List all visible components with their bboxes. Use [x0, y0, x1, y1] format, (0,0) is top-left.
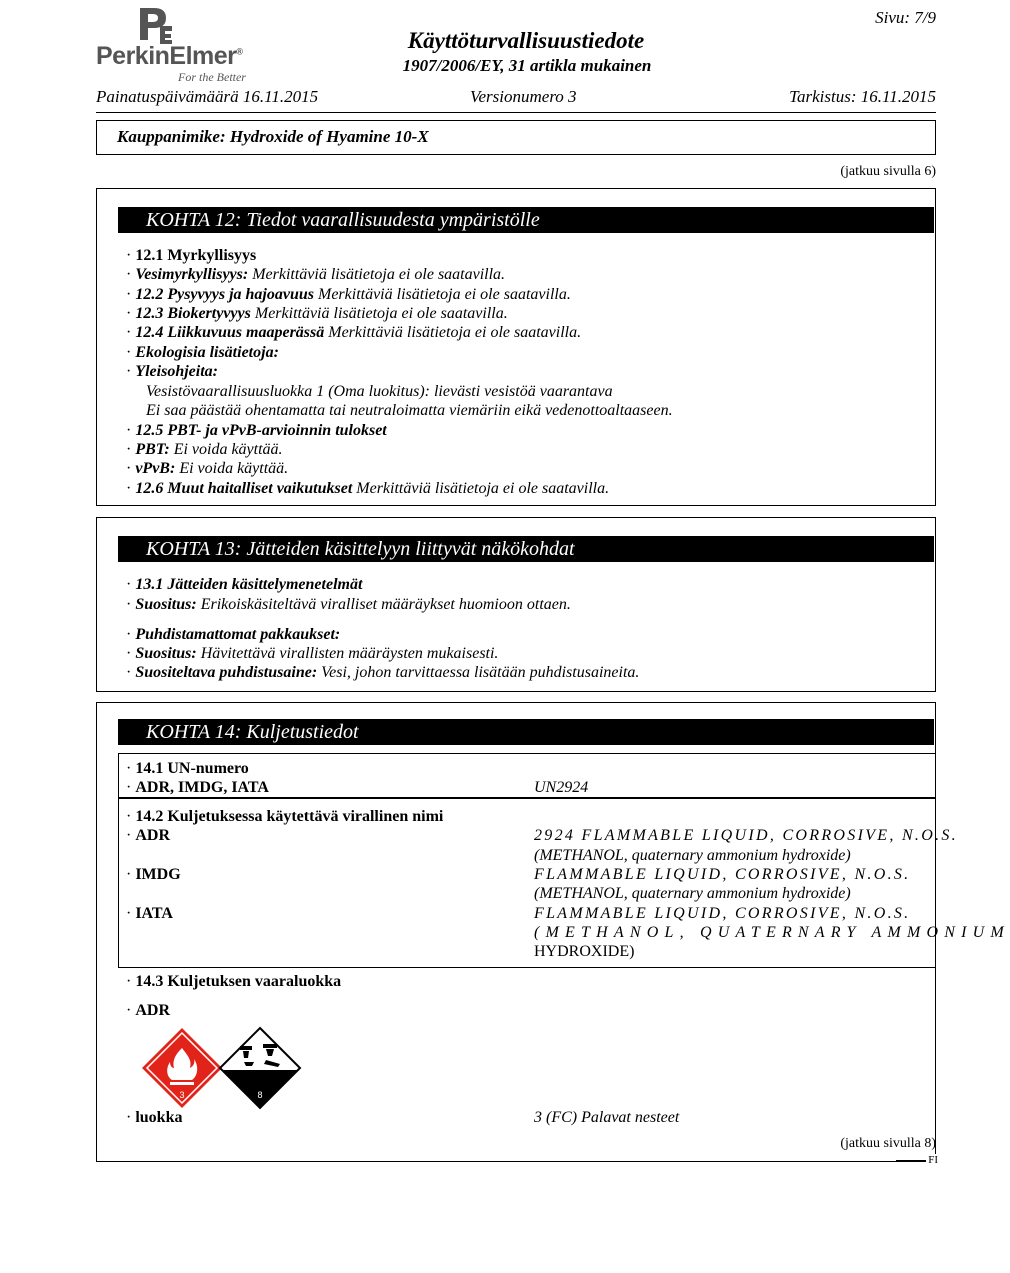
s14-iata-label: · IATA: [126, 905, 173, 923]
s13-packaging-heading: · Puhdistamattomat pakkaukset:: [126, 626, 340, 644]
s14-iata-name-3: HYDROXIDE): [534, 943, 635, 960]
s14-iata-name-2: (METHANOL, QUATERNARY AMMONIUM: [534, 924, 1010, 941]
s14-luokka-value: 3 (FC) Palavat nesteet: [534, 1109, 680, 1126]
print-date: Painatuspäivämäärä 16.11.2015: [96, 87, 319, 106]
s12-water-hazard-class: Vesistövaarallisuusluokka 1 (Oma luokitus): lievästi vesistöä vaarantava: [146, 383, 613, 400]
flammable-pictogram-icon: [140, 1026, 224, 1110]
continued-to: (jatkuu sivulla 8): [840, 1136, 936, 1151]
s14-un-label: · ADR, IMDG, IATA: [126, 779, 269, 797]
s12-eco-info: · Ekologisia lisätietoja:: [126, 344, 279, 362]
s14-iata-name-1: FLAMMABLE LIQUID, CORROSIVE, N.O.S.: [534, 905, 911, 922]
logo-mark-icon: [134, 4, 178, 44]
s13-cleaning-agent: · Suositeltava puhdistusaine: Vesi, johon tarvittaessa lisätään puhdistusaineita.: [126, 664, 639, 682]
section-14-title: KOHTA 14: Kuljetustiedot: [118, 719, 934, 745]
s12-aquatic-toxicity: · Vesimyrkyllisyys: Merkittäviä lisätietoja ei ole saatavilla.: [126, 266, 505, 284]
document-subtitle: 1907/2006/EY, 31 artikla mukainen: [402, 56, 652, 75]
header-divider: [96, 112, 936, 113]
s12-toxicity-heading: · 12.1 Myrkyllisyys: [126, 247, 256, 265]
s14-imdg-name-1: FLAMMABLE LIQUID, CORROSIVE, N.O.S.: [534, 866, 911, 883]
s13-packaging-recommendation: · Suositus: Hävitettävä virallisten määräysten mukaisesti.: [126, 645, 498, 663]
s14-class-heading: · 14.3 Kuljetuksen vaaraluokka: [126, 973, 341, 991]
section-12-title: KOHTA 12: Tiedot vaarallisuudesta ympäristölle: [118, 207, 934, 233]
s14-adr-name-2: (METHANOL, quaternary ammonium hydroxide): [534, 847, 851, 864]
perkinelmer-logo: [96, 4, 266, 84]
s13-methods-heading: · 13.1 Jätteiden käsittelymenetelmät: [126, 576, 362, 594]
s14-un-heading: · 14.1 UN-numero: [126, 760, 249, 778]
s13-recommendation: · Suositus: Erikoiskäsiteltävä viralliset määräykset huomioon ottaen.: [126, 596, 571, 614]
s14-imdg-label: · IMDG: [126, 866, 181, 884]
s14-adr-label: · ADR: [126, 827, 170, 845]
section-13-title: KOHTA 13: Jätteiden käsittelyyn liittyvät näkökohdat: [118, 536, 934, 562]
s12-pbt: · PBT: Ei voida käyttää.: [126, 441, 283, 459]
s12-soil-mobility: · 12.4 Liikkuvuus maaperässä Merkittäviä lisätietoja ei ole saatavilla.: [126, 324, 581, 342]
s12-vpvb: · vPvB: Ei voida käyttää.: [126, 460, 288, 478]
continued-from: (jatkuu sivulla 6): [840, 164, 936, 179]
revision-date: Tarkistus: 16.11.2015: [789, 87, 936, 106]
s14-name-heading: · 14.2 Kuljetuksessa käytettävä virallinen nimi: [126, 808, 443, 826]
s12-pbt-heading: · 12.5 PBT- ja vPvB-arvioinnin tulokset: [126, 422, 387, 440]
corrosive-class-number: 8: [257, 1090, 263, 1100]
logo-tagline: For the Better: [178, 70, 246, 84]
s12-general-notes: · Yleisohjeita:: [126, 363, 218, 381]
document-title: Käyttöturvallisuustiedote: [407, 28, 645, 53]
s14-imdg-name-2: (METHANOL, quaternary ammonium hydroxide): [534, 885, 851, 902]
s12-bioaccumulation: · 12.3 Biokertyvyys Merkittäviä lisätietoja ei ole saatavilla.: [126, 305, 508, 323]
s12-other-effects: · 12.6 Muut haitalliset vaikutukset Merkittäviä lisätietoja ei ole saatavilla.: [126, 480, 609, 498]
page-number: Sivu: 7/9: [875, 8, 936, 27]
trade-name-box: [96, 120, 936, 155]
version-number: Versionumero 3: [470, 87, 577, 106]
flammable-class-number: 3: [179, 1090, 185, 1100]
s14-adr-name-1: 2924 FLAMMABLE LIQUID, CORROSIVE, N.O.S.: [534, 827, 958, 844]
s14-un-value: UN2924: [534, 779, 589, 796]
language-code: FI: [928, 1154, 938, 1166]
s12-no-discharge: Ei saa päästää ohentamatta tai neutraloimatta viemäriin eikä vedenottoaltaaseen.: [146, 402, 673, 419]
corrosive-pictogram-icon: [218, 1026, 302, 1110]
trade-name: Kauppanimike: Hydroxide of Hyamine 10-X: [117, 127, 429, 146]
s14-luokka-label: · luokka: [126, 1109, 182, 1127]
s12-persistence: · 12.2 Pysyvyys ja hajoavuus Merkittäviä lisätietoja ei ole saatavilla.: [126, 286, 571, 304]
logo-wordmark: PerkinElmer®: [96, 42, 243, 70]
s14-class-adr-label: · ADR: [126, 1002, 170, 1020]
